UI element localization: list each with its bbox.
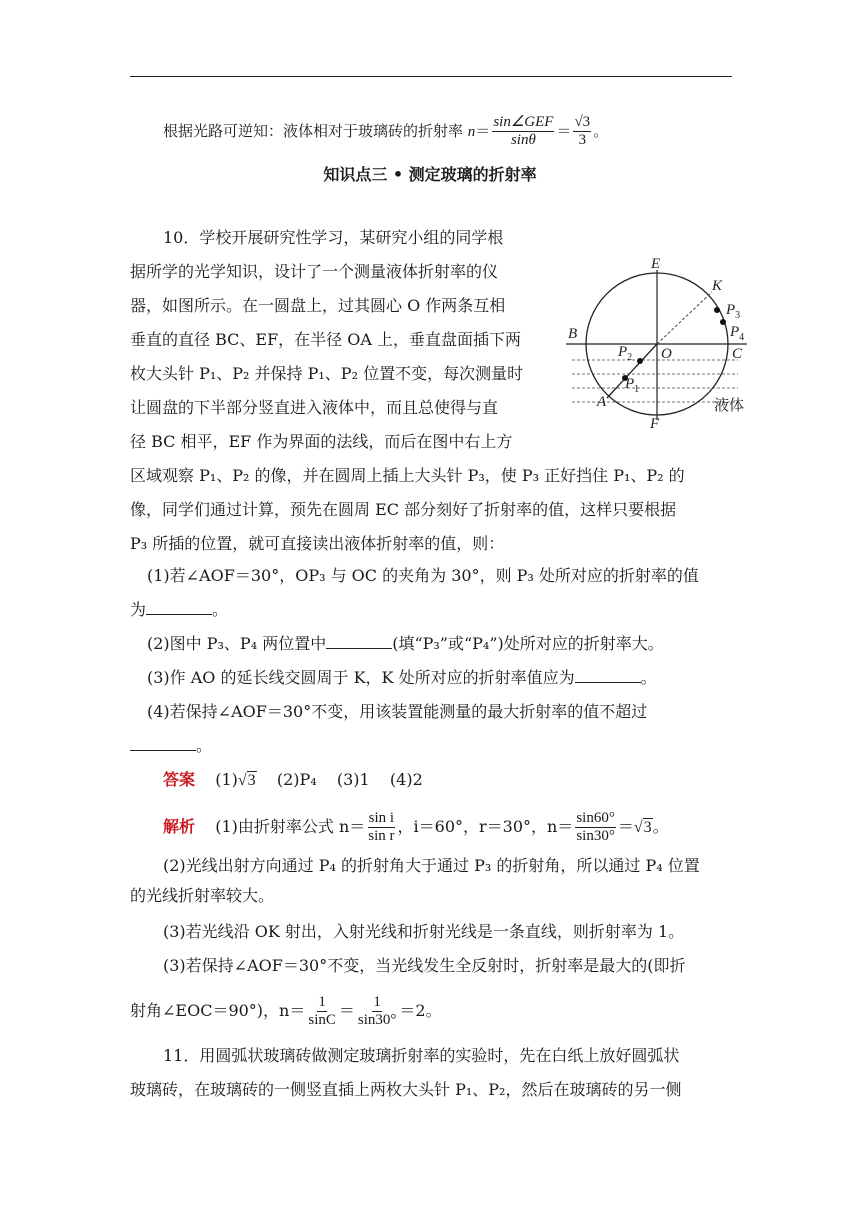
q10-line-6: 让圆盘的下半部分竖直进入液体中，而且总使得与直 [130,398,499,417]
label-f: F [650,416,660,432]
analysis-l1-d: 。 [652,817,669,836]
answer-label: 答案 [163,770,196,789]
q10-sub4-line-a: (4)若保持∠AOF＝30°不变，用该装置能测量的最大折射率的值不超过 [147,702,648,721]
q11-line-1: 11．用圆弧状玻璃砖做测定玻璃折射率的实验时，先在白纸上放好圆弧状 [163,1046,680,1065]
q10-sub3-blank[interactable] [575,668,641,683]
q10-sub3-prefix: (3)作 AO 的延长线交圆周于 K，K 处所对应的折射率值应为 [147,668,575,687]
q10-sub1-prefix: 为 [130,600,147,619]
analysis-line-2: (2)光线出射方向通过 P₄ 的折射角大于通过 P₃ 的折射角，所以通过 P₄ 位置 [163,856,700,875]
answer-part1-radicand: 3 [247,772,256,789]
analysis-l1-num: sin i [368,810,395,826]
q10-line-7: 径 BC 相平，EF 作为界面的法线，而后在图中右上方 [130,432,513,451]
analysis-l6-num: 1 [318,994,326,1010]
q10-sub4-suffix: 。 [196,736,213,755]
intro-var-n: n [467,124,476,140]
analysis-l6-den2: sin30° [357,1012,397,1028]
label-e: E [651,256,661,272]
extension-ok [657,292,712,344]
q10-sub4-line-b [130,736,212,756]
intro-frac-num: sin∠GEF [493,114,554,130]
intro-result-den: 3 [578,132,587,148]
intro-eq: ＝ [475,122,491,140]
intro-fraction [492,114,554,149]
intro-text: 根据光路可逆知：液体相对于玻璃砖的折射率 [163,122,464,140]
analysis-line-1 [163,810,669,845]
analysis-l1-c: ＝ [617,817,634,836]
answer-part3: (3)1 [336,770,370,789]
q10-sub4-blank[interactable] [130,736,196,751]
circle-figure [562,248,758,432]
intro-line [163,114,608,149]
label-b: B [568,326,578,342]
analysis-l6-fraction2 [357,994,398,1029]
label-liquid: 液体 [714,396,745,414]
analysis-l6-a: 射角∠EOC＝90°)，n＝ [130,1001,306,1020]
answer-line [163,770,423,791]
q10-line-3: 器，如图所示。在一圆盘上，过其圆心 O 作两条互相 [130,296,506,315]
pin-p3 [714,307,720,313]
analysis-l1-radicand: 3 [643,819,652,836]
pin-p4 [720,319,726,325]
analysis-line-6 [130,994,442,1029]
q10-sub1-blank[interactable] [146,600,212,615]
answer-part1-sqrt: √3 [237,772,256,789]
pin-p2 [637,358,643,364]
analysis-l1-sqrt: √3 [633,819,652,836]
q10-sub3-suffix: 。 [640,668,657,687]
q11-line-2: 玻璃砖，在玻璃砖的一侧竖直插上两枚大头针 P₁、P₂，然后在玻璃砖的另一侧 [130,1080,682,1099]
q10-line-2: 据所学的光学知识，设计了一个测量液体折射率的仪 [130,262,499,281]
label-p3: $P_3$ [726,302,741,321]
q10-sub1-line-a: (1)若∠AOF＝30°，OP₃ 与 OC 的夹角为 30°，则 P₃ 处所对应的折射率的值 [147,566,699,585]
analysis-l1-den2: sin30° [576,828,615,844]
analysis-l6-b: ＝2。 [399,1001,442,1020]
q10-line-9: 像，同学们通过计算，预先在圆周 EC 部分刻好了折射率的值，这样只要根据 [130,500,677,519]
label-p2: $P_2$ [618,344,633,363]
analysis-l6-eq: ＝ [338,1001,355,1020]
intro-frac-den: sinθ [510,132,536,148]
analysis-line-4: (3)若光线沿 OK 射出，入射光线和折射光线是一条直线，则折射率为 1。 [163,922,685,941]
answer-part2: (2)P₄ [276,770,317,789]
section-heading: 知识点三 • 测定玻璃的折射率 [323,165,537,184]
q10-sub1-suffix: 。 [212,600,229,619]
q10-sub2-line [147,634,664,654]
label-o: O [661,346,672,362]
q10-sub2-blank[interactable] [326,634,392,649]
label-a: A [597,394,607,410]
analysis-l1-num2: sin60° [576,810,615,826]
q10-line-1: 10．学校开展研究性学习，某研究小组的同学根 [163,228,504,247]
q10-sub2-prefix: (2)图中 P₃、P₄ 两位置中 [147,634,327,653]
q10-sub3-line [147,668,657,688]
label-p4: $P_4$ [730,324,745,343]
label-c: C [732,346,743,362]
q10-line-4: 垂直的直径 BC、EF，在半径 OA 上，垂直盘面插下两 [130,330,522,349]
label-k: K [712,278,723,294]
q10-line-5: 枚大头针 P₁、P₂ 并保持 P₁、P₂ 位置不变，每次测量时 [130,364,524,383]
analysis-l1-b: ，i＝60°，r＝30°，n＝ [397,817,574,836]
q10-line-10: P₃ 所插的位置，就可直接读出液体折射率的值，则： [130,534,505,553]
analysis-label: 解析 [163,817,196,836]
label-p1: $P_1$ [625,376,640,395]
intro-result-fraction [573,114,591,149]
header-rule [130,76,732,77]
intro-eq2: ＝ [556,122,572,140]
answer-part1: (1) [215,770,238,789]
q10-sub1-line-b [130,600,228,620]
analysis-line-5: (3)若保持∠AOF＝30°不变，当光线发生全反射时，折射率是最大的(即折 [163,956,686,975]
q10-sub2-suffix: (填“P₃”或“P₄”)处所对应的折射率大。 [392,634,664,653]
intro-period: 。 [593,122,609,140]
analysis-l6-fraction [307,994,337,1029]
analysis-line-3: 的光线折射率较大。 [130,886,275,905]
intro-result-num: √3 [574,114,591,130]
analysis-l6-num2: 1 [373,994,381,1010]
analysis-l1-a: (1)由折射率公式 n＝ [215,817,366,836]
analysis-l1-fraction [367,810,395,845]
answer-part4: (4)2 [389,770,423,789]
analysis-l6-den: sinC [308,1012,336,1028]
analysis-l1-fraction2 [575,810,616,845]
analysis-l1-den: sin r [368,828,395,844]
q10-line-8: 区域观察 P₁、P₂ 的像，并在圆周上插上大头针 P₃，使 P₃ 正好挡住 P₁、P₂ 的 [130,466,685,485]
